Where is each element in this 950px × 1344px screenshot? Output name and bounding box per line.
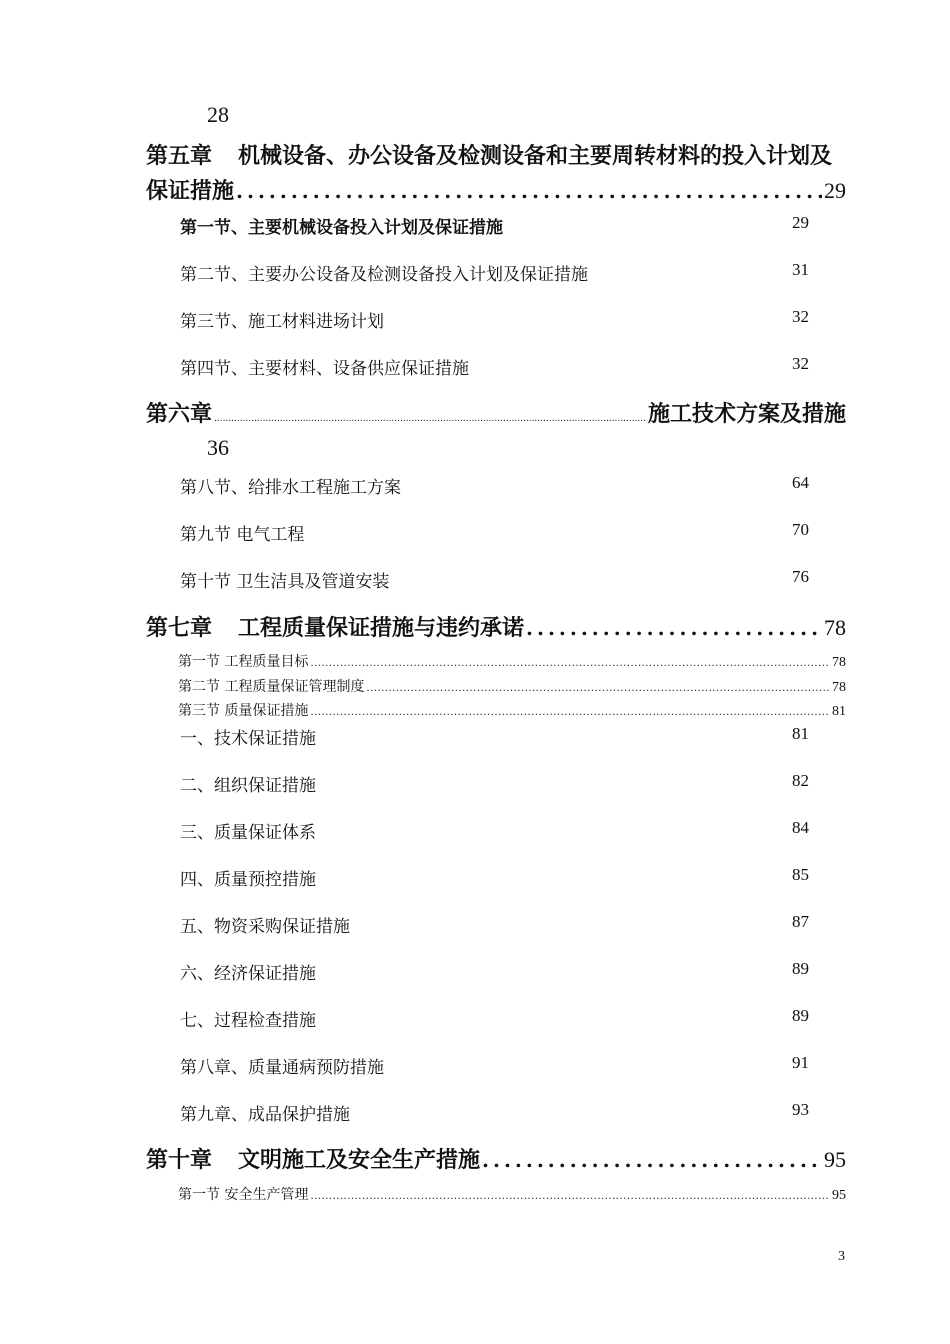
toc-entry[interactable]: 七、过程检查措施 <box>180 1011 316 1031</box>
chapter-6-heading[interactable] <box>146 397 846 428</box>
toc-page-number: 28 <box>207 102 229 127</box>
toc-entry[interactable]: 第三节、施工材料进场计划 <box>180 312 384 332</box>
dot-leader <box>310 1191 830 1202</box>
toc-page: 91 <box>792 1053 809 1072</box>
chapter-label: 第五章 <box>146 143 213 169</box>
toc-entry[interactable]: 四、质量预控措施 <box>180 870 316 890</box>
toc-entry[interactable]: 第二节、主要办公设备及检测设备投入计划及保证措施 <box>180 265 588 285</box>
toc-entry-small[interactable] <box>178 700 846 720</box>
dot-leader <box>310 707 830 718</box>
toc-page: 32 <box>792 307 809 326</box>
chapter-title-cont: 保证措施 <box>146 178 235 204</box>
chapter-label: 第六章 <box>146 401 213 427</box>
chapter-title: 施工技术方案及措施 <box>647 401 846 427</box>
toc-page: 85 <box>792 865 809 884</box>
toc-entry[interactable]: 第一节、主要机械设备投入计划及保证措施 <box>180 218 503 238</box>
toc-entry[interactable]: 第八节、给排水工程施工方案 <box>180 478 401 498</box>
toc-page: 31 <box>792 260 809 279</box>
toc-page: 84 <box>792 818 809 837</box>
toc-page: 95 <box>832 1188 846 1203</box>
toc-entry-title: 第二节 工程质量保证管理制度 <box>178 679 365 695</box>
chapter-7-heading[interactable] <box>146 611 846 642</box>
chapter-page: 29 <box>824 178 846 203</box>
toc-entry[interactable]: 一、技术保证措施 <box>180 729 316 749</box>
chapter-5-heading-cont[interactable] <box>146 174 846 205</box>
chapter-page: 36 <box>207 435 229 460</box>
toc-page: 89 <box>792 1006 809 1025</box>
chapter-page: 78 <box>824 615 846 640</box>
toc-page: 93 <box>792 1100 809 1119</box>
toc-page: 89 <box>792 959 809 978</box>
toc-page: 81 <box>792 724 809 743</box>
toc-entry[interactable]: 第九章、成品保护措施 <box>180 1105 350 1125</box>
dot-leader <box>482 1148 822 1172</box>
toc-entry-small[interactable] <box>178 651 846 671</box>
chapter-label: 第十章 <box>146 1147 213 1173</box>
toc-page: 76 <box>792 567 809 586</box>
chapter-title: 文明施工及安全生产措施 <box>238 1147 481 1173</box>
chapter-label: 第七章 <box>146 615 213 641</box>
chapter-title: 工程质量保证措施与违约承诺 <box>238 615 525 641</box>
toc-page: 64 <box>792 473 809 492</box>
chapter-title: 机械设备、办公设备及检测设备和主要周转材料的投入计划及 <box>238 143 833 169</box>
dot-leader <box>236 179 822 203</box>
toc-entry-title: 第三节 质量保证措施 <box>178 703 309 719</box>
chapter-10-heading[interactable] <box>146 1143 846 1174</box>
chapter-page: 95 <box>824 1147 846 1172</box>
toc-entry[interactable]: 第十节 卫生洁具及管道安装 <box>180 572 390 592</box>
toc-entry[interactable]: 第八章、质量通病预防措施 <box>180 1058 384 1078</box>
dot-leader <box>366 683 830 694</box>
toc-entry-small[interactable] <box>178 676 846 696</box>
toc-page: 82 <box>792 771 809 790</box>
toc-entry[interactable]: 五、物资采购保证措施 <box>180 917 350 937</box>
toc-page: 32 <box>792 354 809 373</box>
toc-entry[interactable]: 第九节 电气工程 <box>180 525 305 545</box>
toc-entry[interactable]: 第四节、主要材料、设备供应保证措施 <box>180 359 469 379</box>
toc-entry-title: 第一节 安全生产管理 <box>178 1187 309 1203</box>
toc-page: 29 <box>792 213 809 232</box>
toc-page: 78 <box>832 680 846 695</box>
toc-entry[interactable]: 三、质量保证体系 <box>180 823 316 843</box>
toc-entry[interactable]: 六、经济保证措施 <box>180 964 316 984</box>
chapter-5-heading[interactable] <box>146 139 832 170</box>
toc-entry[interactable]: 二、组织保证措施 <box>180 776 316 796</box>
toc-page: 81 <box>832 704 846 719</box>
toc-page: 87 <box>792 912 809 931</box>
toc-entry-small[interactable] <box>178 1184 846 1204</box>
toc-page: 70 <box>792 520 809 539</box>
dot-leader <box>526 616 822 640</box>
toc-entry-title: 第一节 工程质量目标 <box>178 654 309 670</box>
toc-page: 78 <box>832 655 846 670</box>
dot-leader <box>214 414 646 424</box>
footer-page-number: 3 <box>838 1249 845 1264</box>
dot-leader <box>310 658 830 669</box>
